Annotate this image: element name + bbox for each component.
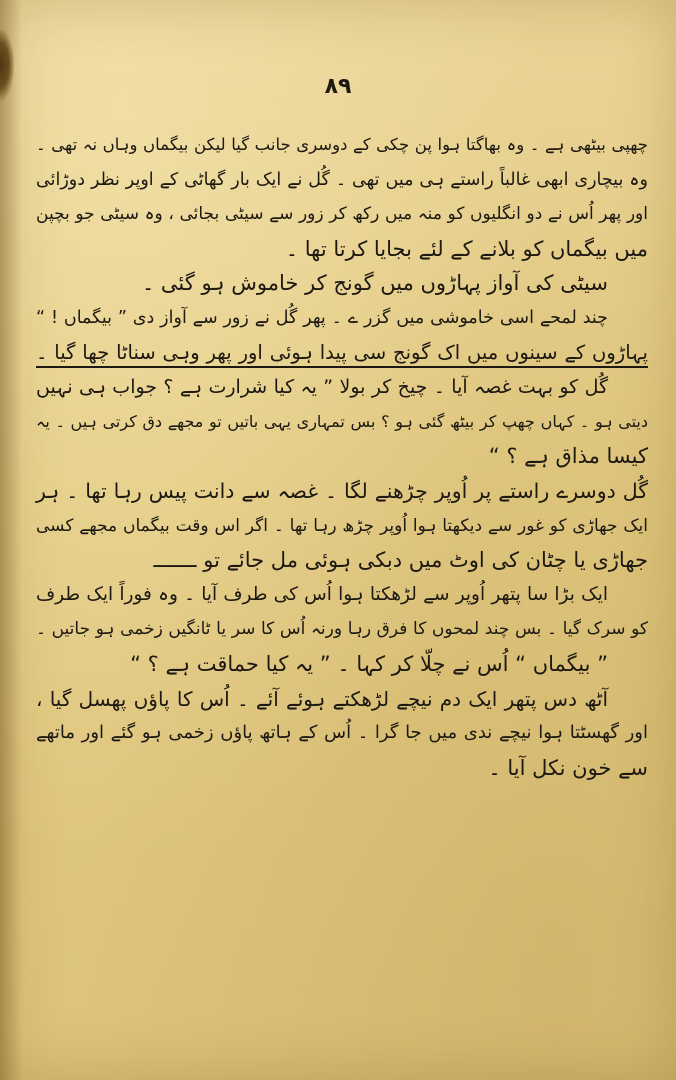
binding-shadow [0, 0, 22, 1080]
text-line-6: چند لمحے اسی خاموشی میں گزر ے ۔ پھر گُل نے زور سے آواز دی ” بیگماں ! “ [36, 307, 608, 328]
text-line-15: کو سرک گیا ۔ بس چند لمحوں کا فرق رہا ورنہ اُس کا سر یا ٹانگیں زخمی ہو جاتیں ۔ [36, 619, 648, 640]
text-line-7-underlined: پہاڑوں کے سینوں میں اک گونج سی پیدا ہوئی اور پھر وہی سناٹا چھا گیا ۔ [36, 340, 648, 364]
text-line-18: اور گھسٹتا ہوا نیچے ندی میں جا گرا ۔ اُس کے ہاتھ پاؤں زخمی ہو گئے اور ماتھے [36, 722, 648, 744]
text-line-3: اور پھر اُس نے دو انگلیوں کو منہ میں رکھ کر زور سے سیٹی بجائی ، وہ سیٹی جو بچپن [36, 204, 648, 225]
text-line-13: جھاڑی یا چٹان کی اوٹ میں دبکی ہوئی مل جائے تو ـــــــ [153, 548, 648, 573]
text-line-8: گُل کو بہت غصہ آیا ۔ چیخ کر بولا ” یہ کیا شرارت ہے ؟ جواب ہی نہیں [36, 376, 608, 399]
text-line-16: ” بیگماں “ اُس نے چلّا کر کہا ۔ ” یہ کیا حماقت ہے ؟ “ [130, 651, 608, 676]
text-line-4: میں بیگماں کو بلانے کے لئے بجایا کرتا تھا ۔ [285, 236, 648, 261]
text-line-1: چھپی بیٹھی ہے ۔ وہ بھاگتا ہوا پن چکی کے دوسری جانب گیا لیکن بیگماں وہاں نہ تھی ۔ [36, 135, 648, 154]
text-line-9: دیتی ہو ۔ کہاں چھپ کر بیٹھ گئی ہو ؟ بس تمہاری یہی باتیں تو مجھے دق کرتی ہیں ۔ یہ [36, 411, 648, 431]
text-line-17: آٹھ دس پتھر ایک دم نیچے لڑھکتے ہوئے آئے ۔ اُس کا پاؤں پھسل گیا ، [36, 686, 608, 711]
text-line-5: سیٹی کی آواز پہاڑوں میں گونج کر خاموش ہو گئی ۔ [141, 271, 608, 296]
text-line-10: کیسا مذاق ہے ؟ “ [488, 444, 648, 469]
text-line-19: سے خون نکل آیا ۔ [488, 755, 648, 780]
page-number: ۸۹ [324, 74, 352, 99]
text-line-14: ایک بڑا سا پتھر اُوپر سے لڑھکتا ہوا اُس کی طرف آیا ۔ وہ فوراً ایک طرف [36, 583, 608, 605]
page-text [36, 128, 648, 785]
text-line-12: ایک جھاڑی کو غور سے دیکھتا ہوا اُوپر چڑھ رہا تھا ۔ اگر اس وقت بیگماں مجھے کسی [36, 515, 648, 536]
text-line-2: وہ بیچاری ابھی غالباً راستے ہی میں تھی ۔ گُل نے ایک بار گھاٹی کے اوپر نظر دوڑائی [36, 169, 648, 190]
text-line-11: گُل دوسرے راستے پر اُوپر چڑھنے لگا ۔ غصہ سے دانت پیس رہا تھا ۔ ہر [36, 478, 648, 503]
